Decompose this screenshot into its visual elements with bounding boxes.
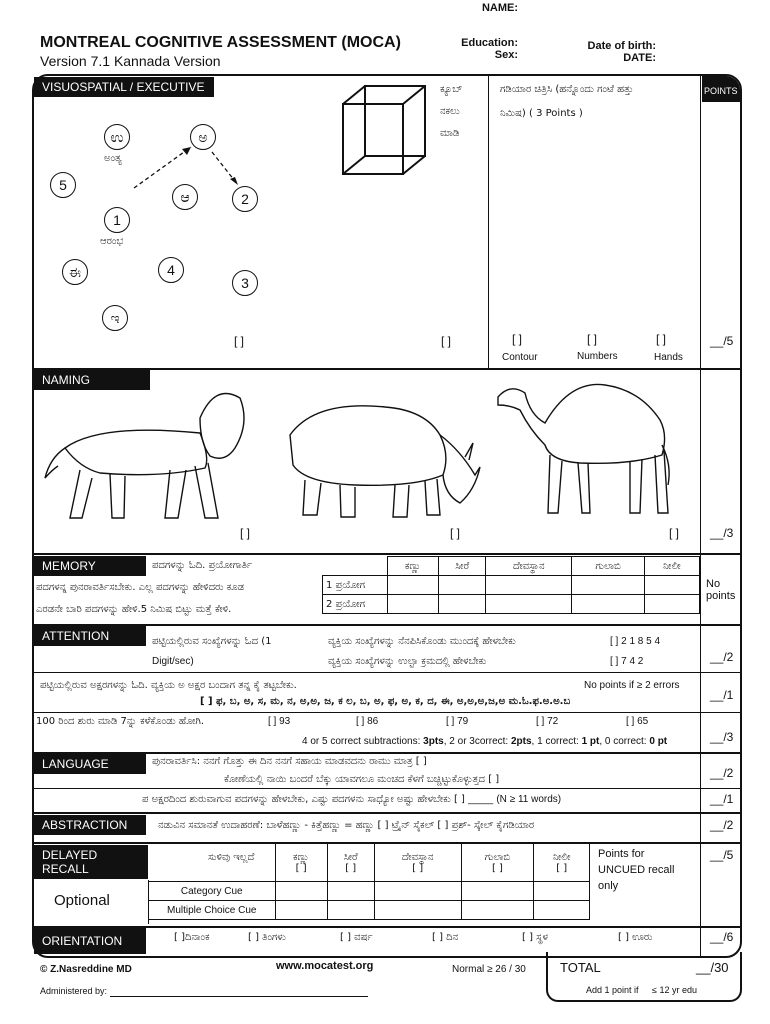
trial-2-cell[interactable] (644, 595, 699, 614)
trail-node-i: ಇ (102, 305, 128, 331)
serial7-72[interactable]: [ ] 72 (536, 716, 559, 727)
multiple-choice-cell[interactable] (275, 901, 327, 920)
abstraction-items[interactable]: ನಡುವಿನ ಸಮಾನತೆ ಉದಾಹರಣೆ: ಬಾಳೆಹಣ್ಣು - ಕಿತ್ತೆಹಣ್ಣು = ಹಣ್ಣು [ ] ಟ್ರೈನ್ ಸೈಕಲ್ [ ] ಪ್ರಶ್- ಸ್ಕೇಲ್ ಕೈಗಡಿಯಾರ (158, 820, 535, 831)
cube-instruction-3: ಮಾಡಿ (440, 128, 460, 139)
recall-word-2[interactable]: ಸೀರೆ [ ] (327, 844, 374, 882)
backward-span-text: ವ್ಯಕ್ತಿಯ ಸಂಖ್ಯೆಗಳನ್ನು ಉಲ್ಟಾ ಕ್ರಮದಲ್ಲಿ ಹೇಳಬೇಕು (328, 656, 487, 667)
serial7-86[interactable]: [ ] 86 (356, 716, 379, 727)
fluency-score: __/1 (710, 792, 734, 806)
trail-node-5: 5 (50, 172, 76, 198)
abstraction-score: __/2 (710, 818, 734, 832)
trial-2-cell[interactable] (387, 595, 439, 614)
orientation-day[interactable]: [ ] ದಿನ (432, 932, 459, 943)
trail-node-3: 3 (232, 270, 258, 296)
orientation-year[interactable]: [ ] ವರ್ಷ (340, 932, 373, 943)
trial-2-cell[interactable] (572, 595, 644, 614)
repetition-score: __/2 (710, 766, 734, 780)
trial-1-cell[interactable] (572, 576, 644, 595)
uncued-note-3: only (598, 880, 619, 892)
uncued-note-2: UNCUED recall (598, 864, 675, 876)
name-label: NAME: (481, 2, 518, 14)
trail-node-u: ಉ (104, 124, 130, 150)
trail-node-4: 4 (158, 257, 184, 283)
trail-arrow-1 (134, 147, 191, 188)
points-column-divider (700, 76, 701, 956)
lion-bracket[interactable]: [ ] (240, 526, 251, 540)
section-abstraction: ABSTRACTION (34, 815, 146, 835)
multiple-choice-cell[interactable] (534, 901, 590, 920)
clock-instruction-2: ನಿಮಿಷ) ( 3 Points ) (500, 108, 583, 119)
letter-sequence[interactable]: [ ] ಫ, ಬ, ಅ, ಸ, ಮ, ನ, ಅ,ಅ, ಜ, ಕ ಲ, ಬ, ಅ, ಫ, ಅ, ಕ, ದ, ಈ, ಅ,ಅ,ಅ,ಜ,ಅ ಮ.ಓ.ಫ.ಅ.ಅ.ಬ (200, 696, 571, 707)
numbers-label: Numbers (577, 351, 618, 362)
backward-digits[interactable]: [ ] 7 4 2 (610, 656, 644, 667)
camel-drawing (490, 375, 680, 525)
education-label: Education: (461, 37, 518, 49)
serial7-65[interactable]: [ ] 65 (626, 716, 649, 727)
points-header: POINTS (704, 86, 738, 96)
serial7-score: __/3 (710, 730, 734, 744)
trail-node-aa: ಆ (172, 184, 198, 210)
repeat-sentence-1[interactable]: ಪುನರಾವರ್ತಿಸಿ: ನನಗೆ ಗೊತ್ತು ಈ ದಿನ ನನಗೆ ಸಹಾಯ ಮಾಡವದನು ರಾಮು ಮಾತ್ರ [ ] (152, 756, 427, 767)
clock-divider (488, 76, 489, 368)
category-cue-label: Category Cue (149, 882, 276, 901)
letters-score: __/1 (710, 688, 734, 702)
category-cue-cell[interactable] (461, 882, 534, 901)
cube-instruction-2: ನಕಲು (440, 106, 460, 117)
cube-figure (335, 80, 435, 180)
orientation-city[interactable]: [ ] ಊರು (618, 932, 653, 943)
contour-label: Contour (502, 352, 538, 363)
section-naming: NAMING (34, 370, 150, 390)
repeat-sentence-2[interactable]: ಕೋಣೆಯಲ್ಲಿ ನಾಯಿ ಬಂದರೆ ಬೆಕ್ಕು ಯಾವಗಲೂ ಮಂಚದ ಕೆಳಗೆ ಬಚ್ಚಿಟ್ಟುಕೊಳ್ಳುತ್ತದ [ ] (224, 774, 500, 785)
naming-score: __/3 (710, 526, 734, 540)
multiple-choice-cell[interactable] (461, 901, 534, 920)
uncued-note-1: Points for (598, 848, 645, 860)
rhino-drawing (275, 395, 490, 525)
orientation-date[interactable]: [ ]ದಿನಾಂಕ (174, 932, 210, 943)
trail-start-label: ಆರಂಭ (100, 236, 124, 247)
category-cue-cell[interactable] (275, 882, 327, 901)
digit-span-score: __/2 (710, 650, 734, 664)
trial-1-cell[interactable] (644, 576, 699, 595)
visuospatial-score: __/5 (710, 334, 734, 348)
section-visuospatial: VISUOSPATIAL / EXECUTIVE (34, 77, 214, 97)
copyright: © Z.Nasreddine MD (40, 964, 132, 975)
cube-instruction-1: ಕ್ಯೂಬ್ (440, 84, 463, 95)
total-score: __/30 (696, 960, 729, 975)
memory-word-1: ಕಣ್ಣು (387, 557, 439, 576)
memory-trial-table (322, 556, 700, 614)
cube-bracket[interactable]: [ ] (441, 334, 452, 348)
camel-bracket[interactable]: [ ] (669, 526, 680, 540)
digit-instruction: ಪಟ್ಟಿಯಲ್ಲಿರುವ ಸಂಖ್ಯೆಗಳನ್ನು ಓದ (1 (152, 636, 272, 647)
section-orientation: ORIENTATION (34, 928, 146, 954)
trial-2-cell[interactable] (486, 595, 572, 614)
category-cue-cell[interactable] (327, 882, 374, 901)
education-point-note: Add 1 point if (586, 985, 639, 995)
website[interactable]: www.mocatest.org (276, 960, 374, 972)
date-label: DATE: (623, 52, 656, 64)
form-version: Version 7.1 Kannada Version (40, 53, 221, 69)
rhino-bracket[interactable]: [ ] (450, 526, 461, 540)
sex-label: Sex: (494, 49, 518, 61)
trail-node-ee: ಈ (62, 259, 88, 285)
multiple-choice-cell[interactable] (327, 901, 374, 920)
trail-node-1: 1 (104, 207, 130, 233)
digit-rate: Digit/sec) (152, 656, 194, 667)
letters-error-note: No points if ≥ 2 errors (584, 680, 680, 691)
dob-label: Date of birth: (587, 40, 656, 52)
trail-arrowhead-1 (182, 147, 191, 155)
forward-digits[interactable]: [ ] 2 1 8 5 4 (610, 636, 661, 647)
memory-word-3: ದೇವಸ್ಥಾನ (486, 557, 572, 576)
lion-drawing (40, 378, 250, 528)
serial7-scoring: 4 or 5 correct subtractions: 3pts, 2 or 3correct: 2pts, 1 correct: 1 pt, 0 correct: 0 pt (302, 736, 668, 747)
clock-instruction-1: ಗಡಿಯಾರ ಚಿತ್ರಿಸಿ (ಹನ್ನೊಂದು ಗಂಟೆ ಹತ್ತು (500, 84, 634, 95)
trial-1-label: 1 ಪ್ರಯೋಗ (323, 576, 388, 595)
multiple-choice-cue-label: Multiple Choice Cue (149, 901, 276, 920)
recall-word-5[interactable]: ನೀಲೀ [ ] (534, 844, 590, 882)
trail-arrowhead-2 (230, 177, 238, 185)
administered-by-label: Administered by: (40, 986, 108, 996)
memory-instruction-1: ಪದಗಳನ್ನು ಓದಿ. ಪ್ರಯೋಗಾರ್ತಿ (152, 560, 253, 571)
delayed-recall-table (148, 843, 590, 920)
delayed-recall-score: __/5 (710, 848, 734, 862)
section-delayed-recall: DELAYED RECALL (34, 845, 148, 879)
trial-2-cell[interactable] (439, 595, 486, 614)
memory-no-points: No points (706, 578, 736, 602)
multiple-choice-cell[interactable] (374, 901, 461, 920)
trail-bracket[interactable]: [ ] (234, 334, 245, 348)
trail-end-label: ಅಂತ್ಯ (104, 153, 122, 164)
education-threshold: ≤ 12 yr edu (652, 985, 697, 995)
hands-bracket[interactable]: [ ] (656, 332, 667, 346)
recall-word-4[interactable]: ಗುಲಾಬಿ [ ] (461, 844, 534, 882)
optional-label: Optional (54, 892, 110, 909)
orientation-place[interactable]: [ ] ಸ್ಥಳ (522, 932, 548, 943)
category-cue-cell[interactable] (534, 882, 590, 901)
form-title: MONTREAL COGNITIVE ASSESSMENT (MOCA) (40, 34, 401, 51)
numbers-bracket[interactable]: [ ] (587, 332, 598, 346)
trial-1-cell[interactable] (486, 576, 572, 595)
category-cue-cell[interactable] (374, 882, 461, 901)
trial-2-label: 2 ಪ್ರಯೋಗ (323, 595, 388, 614)
memory-instruction-3: ಎರಡನೇ ಬಾರಿ ಪದಗಳನ್ನು ಹೇಳಿ.5 ನಿಮಿಷ ಬಿಟ್ಟು ಮತ್ತೆ ಕೇಳಿ. (36, 604, 232, 615)
serial7-93[interactable]: [ ] 93 (268, 716, 291, 727)
recall-word-3[interactable]: ದೇವಸ್ಥಾನ [ ] (374, 844, 461, 882)
contour-bracket[interactable]: [ ] (512, 332, 523, 346)
recall-no-cue-label: ಸುಳಿವು ಇಲ್ಲದೆ (208, 852, 255, 863)
normal-range: Normal ≥ 26 / 30 (452, 964, 526, 975)
section-language: LANGUAGE (34, 754, 146, 774)
recall-word-1[interactable]: ಕಣ್ಣು [ ] (275, 844, 327, 882)
section-attention: ATTENTION (34, 626, 146, 646)
total-label: TOTAL (560, 960, 601, 975)
memory-word-4: ಗುಲಾಬಿ (572, 557, 644, 576)
trail-node-2: 2 (232, 186, 258, 212)
trial-1-cell[interactable] (387, 576, 439, 595)
memory-word-2: ಸೀರೆ (439, 557, 486, 576)
orientation-month[interactable]: [ ] ತಿಂಗಳು (248, 932, 286, 943)
orientation-score: __/6 (710, 930, 734, 944)
section-memory: MEMORY (34, 556, 146, 576)
letters-instruction: ಪಟ್ಟಿಯಲ್ಲಿರುವ ಅಕ್ಷರಗಳನ್ನು ಓದಿ. ವ್ಯಕ್ತಿಯ ಅ ಅಕ್ಷರ ಬಂದಾಗ ತನ್ನ ಕೈ ತಟ್ಟಬೇಕು. (40, 680, 297, 691)
serial7-instruction: 100 ರಿಂದ ಶುರು ಮಾಡಿ 7ನ್ನು ಕಳೆಕೊಂಡು ಹೋಗಿ. (36, 716, 205, 727)
forward-span-text: ವ್ಯಕ್ತಿಯ ಸಂಖ್ಯೆಗಳನ್ನು ನೆನಪಿಸಿಕೊಂಡು ಮುಂದಕ್ಕೆ ಹೇಳಬೇಕು (328, 636, 516, 647)
trail-node-a: ಅ (190, 124, 216, 150)
memory-word-5: ನೀಲೀ (644, 557, 699, 576)
hands-label: Hands (654, 352, 683, 363)
memory-instruction-2: ಪದಗಳನ್ನ ಪುನರಾವರ್ತಿಸಬೇಕು. ಎಲ್ಲ ಪದಗಳನ್ನು ಹೇಳಿದರು ಕೂಡ (36, 582, 244, 593)
serial7-79[interactable]: [ ] 79 (446, 716, 469, 727)
fluency-instruction[interactable]: ಪ ಅಕ್ಷರದಿಂದ ಶುರುವಾಗುವ ಪದಗಳನ್ನು ಹೇಳಬೇಕು, ಎಷ್ಟು ಪದಗಳನು ಸಾಧ್ಯೋ ಅಷ್ಟು ಹೇಳಬೇಕು [ ] _____ (N ≥ 11 words) (142, 794, 562, 805)
trial-1-cell[interactable] (439, 576, 486, 595)
administered-by-line[interactable] (110, 996, 368, 997)
